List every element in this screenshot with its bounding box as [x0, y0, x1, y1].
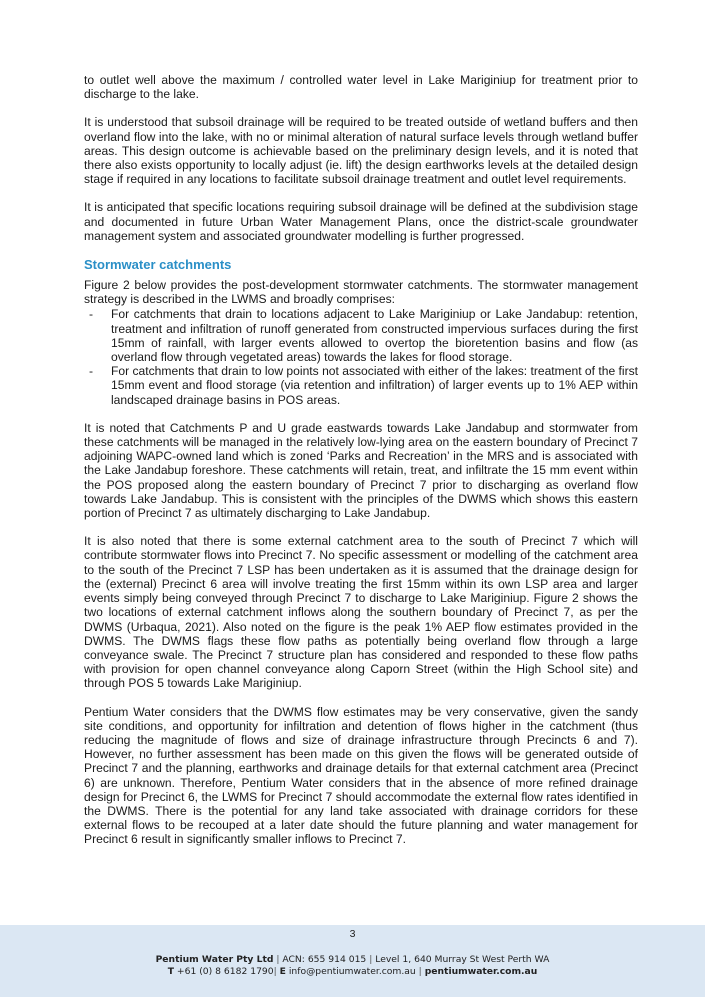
- footer-separator: |: [369, 954, 373, 965]
- footer-separator: |: [276, 954, 280, 965]
- section-heading: Stormwater catchments: [84, 257, 232, 273]
- paragraph-pentium-considerations: Pentium Water considers that the DWMS flow estimates may be very conservative, given the sandy site conditions, and opportunity for infiltration and detention of flows higher in the catchment (thus reducing the magnitude of flows and size of drainage infrastructure through Precincts 6 and 7). However, no further assessment has been made on this given the flows will be generated outside of Precinct 7 and the planning, earthworks and drainage details for that external catchment area (Precinct 6) are unknown. Therefore, Pentium Water considers that in the absence of more refined drainage design for Precinct 6, the LWMS for Precinct 7 should accommodate the external flow rates identified in the DWMS. There is the potential for any land take associated with drainage corridors for these external flows to be recouped at a later date should the future planning and water management for Precinct 6 result in significantly smaller inflows to Precinct 7.: [84, 704, 638, 847]
- list-item: [84, 307, 638, 364]
- email-link[interactable]: info@pentiumwater.com.au: [288, 966, 416, 977]
- website-link[interactable]: pentiumwater.com.au: [424, 966, 538, 977]
- list-item-text: For catchments that drain to low points not associated with either of the lakes: treatment of the first 15mm event and flood storage (via retention and infiltration) of larger events up to 1% AEP within landscaped drainage basins in POS areas.: [111, 364, 639, 407]
- paragraph-subsoil-locations: It is anticipated that specific locations requiring subsoil drainage will be defined at the subdivision stage and documented in future Urban Water Management Plans, once the district-scale groundwater management system and associated groundwater modelling is further progressed.: [84, 200, 638, 243]
- footer-contact-line: [0, 966, 705, 978]
- footer-separator: |: [418, 966, 422, 977]
- list-item: [84, 364, 638, 407]
- footer-company-line: [0, 954, 705, 966]
- strategy-list: [84, 307, 638, 406]
- company-name: Pentium Water Pty Ltd: [155, 954, 274, 965]
- bullet-dash: -: [89, 307, 94, 322]
- footer-separator: |: [273, 966, 277, 977]
- document-body: [84, 73, 638, 861]
- page-number: 3: [349, 928, 356, 940]
- list-item-text: For catchments that drain to locations adjacent to Lake Mariginiup or Lake Jandabup: retention, treatment and infiltration of runoff generated from constructed impervious surfaces during the first 15mm of rainfall, with larger events allowed to overtop the bioretention basins and flow (as overland flow through vegetated areas) towards the lakes for flood storage.: [111, 307, 638, 365]
- phone-label: T: [167, 966, 174, 977]
- paragraph-external-catchment: It is also noted that there is some external catchment area to the south of Precinct 7 which will contribute stormwater flows into Precinct 7. No specific assessment or modelling of the catchment area to the south of the Precinct 7 LSP has been undertaken as it is assumed that the drainage design for the (external) Precinct 6 area will involve treating the first 15mm within its own LSP area and larger events simply being conveyed through Precinct 7 to discharge to Lake Mariginiup. Figure 2 shows the two locations of external catchment inflows along the southern boundary of Precinct 7, as per the DWMS (Urbaqua, 2021). Also noted on the figure is the peak 1% AEP flow estimates provided in the DWMS. The DWMS flags these flow paths as potentially being overland flow through a large conveyance swale. The Precinct 7 structure plan has considered and responded to these flow paths with provision for open channel conveyance along Caporn Street (within the High School site) and through POS 5 towards Lake Mariginiup.: [84, 534, 638, 691]
- phone-number[interactable]: +61 (0) 8 6182 1790: [176, 966, 274, 977]
- section-intro: Figure 2 below provides the post-development stormwater catchments. The stormwater management strategy is described in the LWMS and broadly comprises:: [84, 278, 638, 307]
- company-acn: ACN: 655 914 015: [282, 954, 367, 965]
- page-footer: [0, 925, 705, 997]
- paragraph-catchments-p-u: It is noted that Catchments P and U grade eastwards towards Lake Jandabup and stormwater from these catchments will be managed in the relatively low-lying area on the eastern boundary of Precinct 7 adjoining WAPC-owned land which is zoned ‘Parks and Recreation’ in the MRS and is associated with the Lake Jandabup foreshore. These catchments will retain, treat, and infiltrate the 15 mm event within the POS proposed along the eastern boundary of Precinct 7 prior to discharging as overland flow towards Lake Jandabup. This is consistent with the principles of the DWMS which shows this eastern portion of Precinct 7 as ultimately discharging to Lake Jandabup.: [84, 420, 638, 521]
- paragraph-subsoil-drainage: It is understood that subsoil drainage will be required to be treated outside of wetland buffers and then overland flow into the lake, with no or minimal alteration of natural surface levels through wetland buffer areas. This design outcome is achievable based on the preliminary design levels, and it is noted that there also exists opportunity to locally adjust (ie. lift) the design earthworks levels at the detailed design stage if required in any locations to facilitate subsoil drainage treatment and outlet level requirements.: [84, 115, 638, 187]
- paragraph-outlet: to outlet well above the maximum / controlled water level in Lake Mariginiup for treatment prior to discharge to the lake.: [84, 73, 638, 102]
- bullet-dash: -: [89, 364, 94, 379]
- company-address: Level 1, 640 Murray St West Perth WA: [375, 954, 550, 965]
- email-label: E: [279, 966, 286, 977]
